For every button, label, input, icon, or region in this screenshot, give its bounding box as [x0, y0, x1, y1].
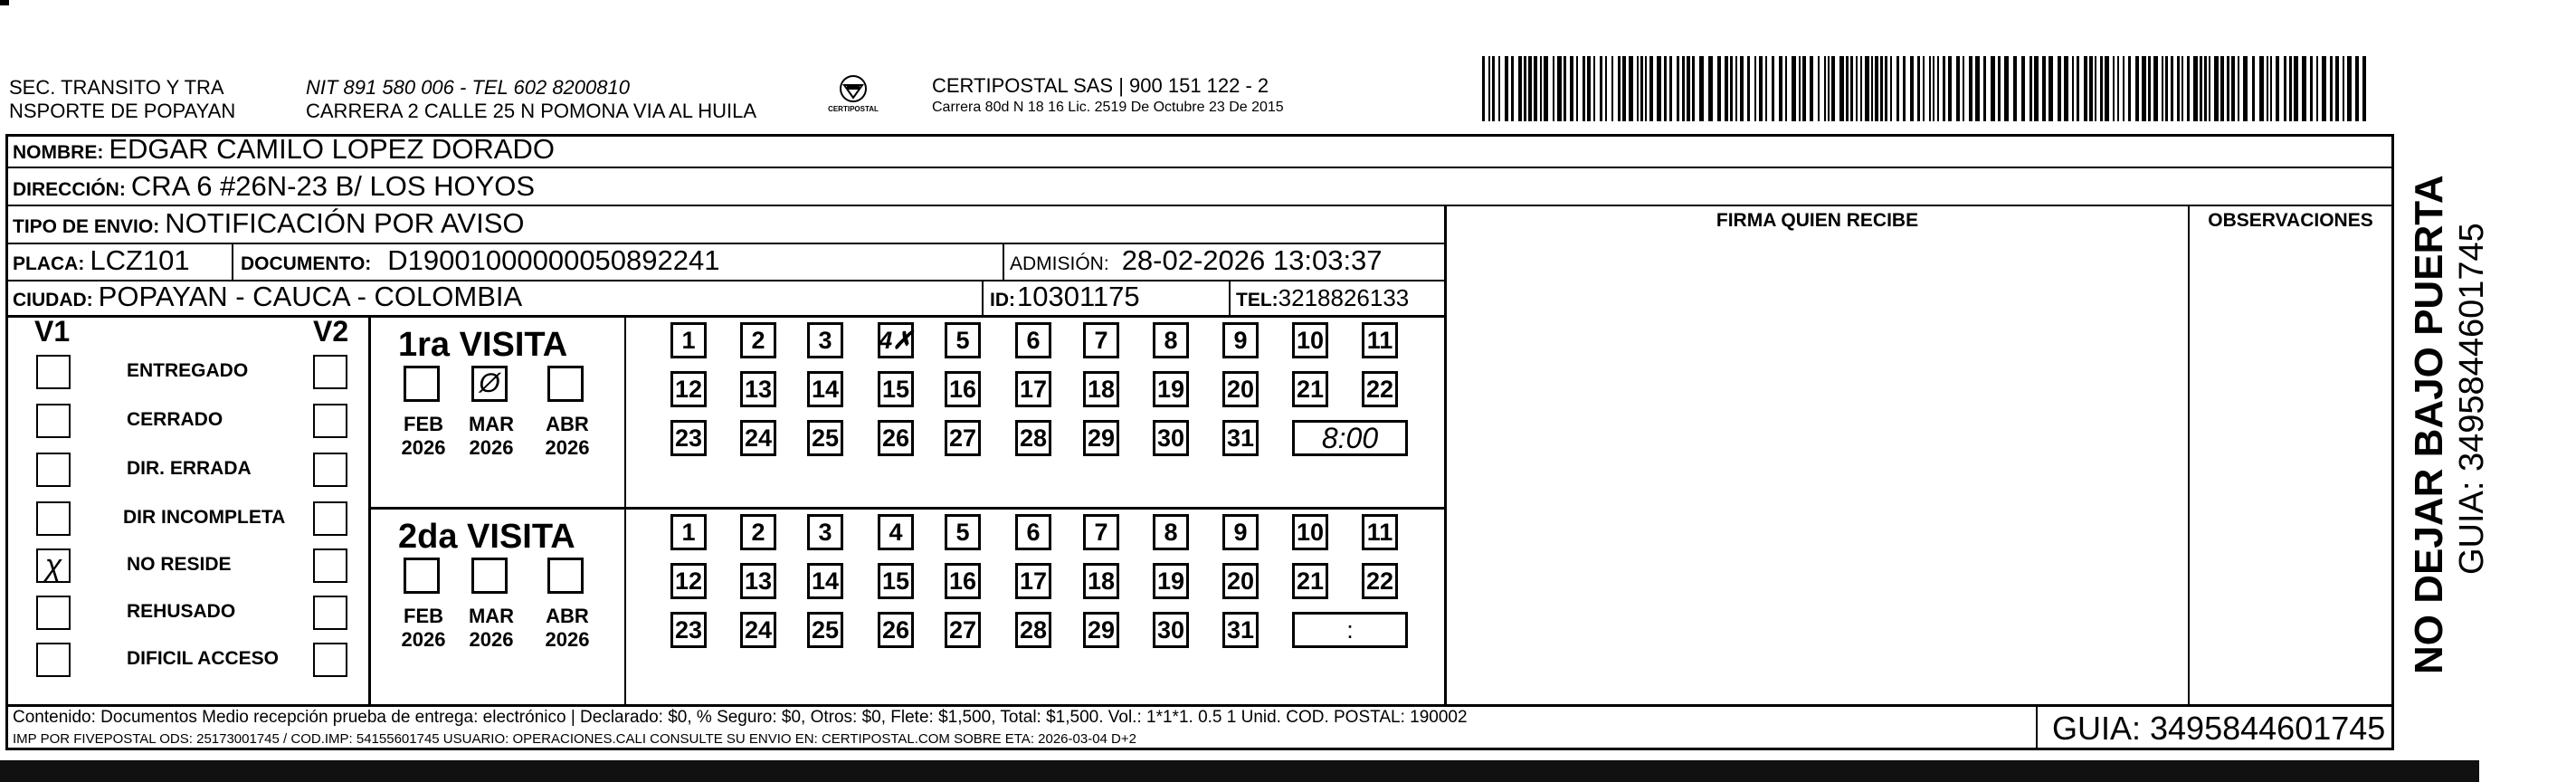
v1-checkbox-checked[interactable]: χ [36, 548, 71, 583]
day-box[interactable]: 12 [670, 371, 707, 407]
day-box[interactable]: 10 [1292, 322, 1328, 358]
day-box[interactable]: 31 [1222, 420, 1259, 456]
placa-label: PLACA: [13, 253, 85, 274]
day-box[interactable]: 19 [1153, 563, 1189, 599]
day-box[interactable]: 26 [878, 420, 914, 456]
ciudad-id-sep [982, 280, 984, 316]
day-box[interactable]: 25 [807, 420, 843, 456]
month-checkbox[interactable] [404, 558, 440, 594]
day-box[interactable]: 11 [1362, 514, 1398, 550]
day-box[interactable]: 16 [945, 371, 981, 407]
day-box[interactable]: 30 [1153, 420, 1189, 456]
day-box[interactable]: 2 [740, 322, 776, 358]
v1-checkbox[interactable] [36, 643, 71, 677]
day-box[interactable]: 13 [740, 371, 776, 407]
bottom-band [0, 760, 2479, 782]
month-label: FEB 2026 [401, 605, 446, 651]
month-label: FEB 2026 [401, 413, 446, 459]
direccion-label: DIRECCIÓN: [13, 179, 126, 200]
tipo-row [13, 207, 525, 240]
admision-row [1010, 244, 1383, 277]
sender-line-1: SEC. TRANSITO Y TRA [9, 76, 224, 99]
month-checkbox[interactable] [404, 366, 440, 402]
id-tel-sep [1229, 280, 1231, 316]
documento-row [241, 244, 719, 277]
month-checkbox[interactable] [547, 366, 584, 402]
side-line-1: NO DEJAR BAJO PUERTA [2407, 175, 2451, 674]
day-box[interactable]: 24 [740, 420, 776, 456]
v2-checkbox[interactable] [313, 643, 347, 677]
sender-line-2: NSPORTE DE POPAYAN [9, 100, 236, 122]
nombre-row [13, 133, 555, 166]
ciudad-label: CIUDAD: [13, 290, 93, 310]
day-box[interactable]: 21 [1292, 563, 1328, 599]
month-label: MAR 2026 [468, 413, 515, 459]
id-row [990, 281, 1140, 313]
day-box[interactable]: 21 [1292, 371, 1328, 407]
license-line: Carrera 80d N 18 16 Lic. 2519 De Octubre 23 De 2015 [932, 100, 1284, 115]
v2-checkbox[interactable] [313, 404, 347, 438]
day-box[interactable]: 15 [878, 371, 914, 407]
day-box[interactable]: 22 [1362, 371, 1398, 407]
placa-row [13, 244, 190, 277]
v2-checkbox[interactable] [313, 355, 347, 389]
day-box[interactable]: 3 [807, 322, 843, 358]
ciudad-row [13, 281, 522, 313]
day-box[interactable]: 9 [1222, 514, 1259, 550]
day-box-marked[interactable]: 4✗ [878, 322, 914, 358]
side-line-2: GUIA: 3495844601745 [2453, 223, 2491, 575]
v2-label: V2 [313, 315, 349, 348]
v1-checkbox[interactable] [36, 355, 71, 389]
day-box[interactable]: 18 [1083, 371, 1119, 407]
barcode [1482, 56, 2387, 121]
day-box[interactable]: 30 [1153, 612, 1189, 648]
id-value: 10301175 [1017, 281, 1140, 312]
corner-mark [0, 0, 9, 5]
contenido-line: Contenido: Documentos Medio recepción prueba de entrega: electrónico | Declarado: $0, % Seguro: $0, Otros: $0, Flete: $1,500, Total: $1,500. Vol.: 1*1*1. 0.5 1 Unid. COD. POSTAL: 190002 [13, 708, 1468, 727]
address-line: CARRERA 2 CALLE 25 N POMONA VIA AL HUILA [306, 100, 757, 122]
status-label: CERRADO [127, 409, 223, 430]
month-label: ABR 2026 [545, 413, 590, 459]
day-box[interactable]: 23 [670, 612, 707, 648]
month-label: ABR 2026 [545, 605, 590, 651]
month-checkbox-checked[interactable]: Ø [471, 366, 508, 402]
day-box[interactable]: 1 [670, 322, 707, 358]
frame-right [2391, 134, 2394, 749]
company-line: CERTIPOSTAL SAS | 900 151 122 - 2 [932, 74, 1269, 97]
nombre-label: NOMBRE: [13, 142, 104, 163]
day-box[interactable]: 15 [878, 563, 914, 599]
v2-checkbox[interactable] [313, 501, 347, 536]
admision-value: 28-02-2026 13:03:37 [1121, 244, 1383, 276]
day-box[interactable]: 31 [1222, 612, 1259, 648]
row-sep-6 [369, 507, 1446, 510]
day-box[interactable]: 27 [945, 612, 981, 648]
day-box[interactable]: 28 [1015, 420, 1051, 456]
month-label: MAR 2026 [468, 605, 515, 651]
day-box[interactable]: 6 [1015, 322, 1051, 358]
status-label: REHUSADO [127, 601, 236, 622]
status-label: DIFICIL ACCESO [127, 648, 280, 669]
nit-line: NIT 891 580 006 - TEL 602 8200810 [306, 76, 630, 99]
id-label: ID: [990, 290, 1015, 310]
first-visit-title: 1ra VISITA [398, 326, 568, 364]
v2-checkbox[interactable] [313, 548, 347, 583]
placa-value: LCZ101 [90, 244, 190, 276]
day-box[interactable]: 14 [807, 371, 843, 407]
direccion-row [13, 170, 535, 203]
tipo-value: NOTIFICACIÓN POR AVISO [165, 207, 525, 239]
status-visit-sep [368, 315, 371, 705]
day-box[interactable]: 17 [1015, 563, 1051, 599]
v1-checkbox[interactable] [36, 596, 71, 630]
footer-guia-sep [2036, 704, 2038, 749]
day-box[interactable]: 7 [1083, 322, 1119, 358]
day-box[interactable]: 22 [1362, 563, 1398, 599]
month-checkbox[interactable] [471, 558, 508, 594]
second-visit-title: 2da VISITA [398, 518, 575, 556]
day-box[interactable]: 24 [740, 612, 776, 648]
v1-checkbox[interactable] [36, 453, 71, 487]
day-box[interactable]: 4 [878, 514, 914, 550]
row-sep-2 [5, 205, 2394, 206]
second-time-box[interactable]: : [1292, 612, 1408, 648]
day-box[interactable]: 5 [945, 322, 981, 358]
day-box[interactable]: 6 [1015, 514, 1051, 550]
observ-left-border [2188, 205, 2190, 705]
day-box[interactable]: 16 [945, 563, 981, 599]
first-time-box[interactable]: 8:00 [1292, 420, 1408, 456]
sender-details [306, 76, 756, 123]
day-box[interactable]: 7 [1083, 514, 1119, 550]
tel-label: TEL: [1236, 290, 1278, 310]
day-box[interactable]: 19 [1153, 371, 1189, 407]
day-box[interactable]: 29 [1083, 420, 1119, 456]
day-box[interactable]: 25 [807, 612, 843, 648]
documento-label: DOCUMENTO: [241, 253, 372, 274]
day-box[interactable]: 13 [740, 563, 776, 599]
frame-left [5, 134, 8, 749]
tipo-label: TIPO DE ENVIO: [13, 216, 160, 237]
status-label: DIR. ERRADA [127, 458, 252, 479]
admision-label: ADMISIÓN: [1010, 253, 1109, 274]
imp-line: IMP POR FIVEPOSTAL ODS: 25173001745 / COD.IMP: 54155601745 USUARIO: OPERACIONES.CALI CONSULTE SU ENVIO EN: CERTIPOSTAL.COM SOBRE ETA: 2026-03-04 D+2 [13, 731, 1136, 747]
status-label: ENTREGADO [127, 360, 249, 381]
day-box[interactable]: 9 [1222, 322, 1259, 358]
day-box[interactable]: 20 [1222, 371, 1259, 407]
day-box[interactable]: 14 [807, 563, 843, 599]
v2-checkbox[interactable] [313, 596, 347, 630]
day-box[interactable]: 8 [1153, 322, 1189, 358]
v1-checkbox[interactable] [36, 404, 71, 438]
direccion-value: CRA 6 #26N-23 B/ LOS HOYOS [130, 170, 536, 202]
footer-guia: GUIA: 3495844601745 [2052, 710, 2386, 747]
company-block [932, 74, 1284, 118]
day-box[interactable]: 23 [670, 420, 707, 456]
nombre-value: EDGAR CAMILO LOPEZ DORADO [109, 133, 555, 165]
day-box[interactable]: 11 [1362, 322, 1398, 358]
day-box[interactable]: 17 [1015, 371, 1051, 407]
day-box[interactable]: 8 [1153, 514, 1189, 550]
month-checkbox[interactable] [547, 558, 584, 594]
status-label: NO RESIDE [127, 554, 232, 575]
firma-header: FIRMA QUIEN RECIBE [1716, 210, 1919, 231]
day-box[interactable]: 2 [740, 514, 776, 550]
side-text [2407, 149, 2506, 674]
sender-block [9, 76, 235, 123]
day-box[interactable]: 20 [1222, 563, 1259, 599]
certipostal-logo [814, 72, 892, 118]
ciudad-value: POPAYAN - CAUCA - COLOMBIA [98, 281, 523, 312]
day-box[interactable]: 5 [945, 514, 981, 550]
placa-doc-sep [232, 243, 233, 281]
day-box[interactable]: 3 [807, 514, 843, 550]
tel-value: 3218826133 [1278, 284, 1410, 311]
day-box[interactable]: 29 [1083, 612, 1119, 648]
day-box[interactable]: 12 [670, 563, 707, 599]
documento-value: D19001000000050892241 [387, 244, 720, 276]
month-day-sep [624, 315, 626, 705]
day-box[interactable]: 10 [1292, 514, 1328, 550]
day-box[interactable]: 27 [945, 420, 981, 456]
status-label: DIR INCOMPLETA [123, 507, 286, 528]
firma-left-border [1444, 205, 1447, 705]
v1-label: V1 [34, 315, 71, 348]
observaciones-header: OBSERVACIONES [2208, 210, 2373, 231]
doc-adm-sep [1003, 243, 1004, 281]
day-box[interactable]: 26 [878, 612, 914, 648]
row-sep-1 [5, 167, 2394, 168]
v1-checkbox[interactable] [36, 501, 71, 536]
v2-checkbox[interactable] [313, 453, 347, 487]
day-box[interactable]: 18 [1083, 563, 1119, 599]
day-box[interactable]: 1 [670, 514, 707, 550]
day-box[interactable]: 28 [1015, 612, 1051, 648]
tel-row [1236, 284, 1409, 312]
logo-text: CERTIPOSTAL [828, 105, 879, 113]
